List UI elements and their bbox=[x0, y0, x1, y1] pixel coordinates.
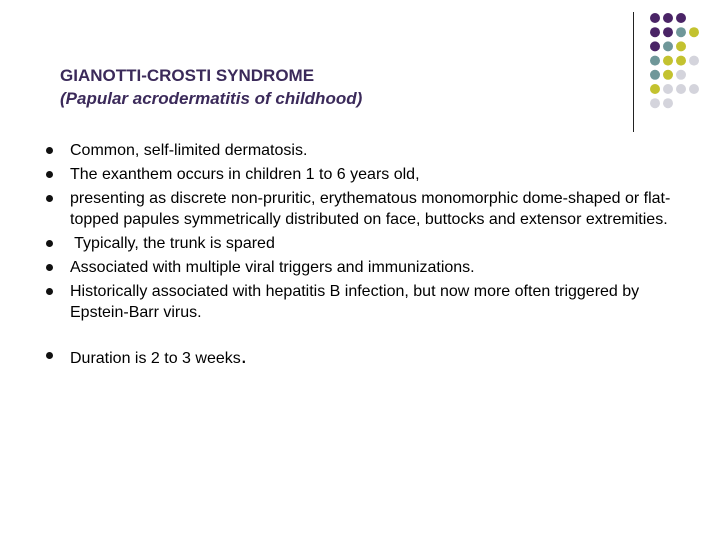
decorative-dot bbox=[689, 27, 699, 37]
vertical-divider bbox=[633, 12, 634, 132]
decorative-dot bbox=[676, 84, 686, 94]
bullet-icon bbox=[46, 264, 53, 271]
title-line-2: (Papular acrodermatitis of childhood) bbox=[60, 89, 363, 108]
decorative-dot bbox=[663, 98, 673, 108]
bullet-icon bbox=[46, 147, 53, 154]
bullet-item: Common, self-limited dermatosis. bbox=[46, 140, 696, 161]
decorative-dot bbox=[650, 13, 660, 23]
decorative-dot bbox=[663, 13, 673, 23]
decorative-dot bbox=[663, 56, 673, 66]
decorative-dot bbox=[663, 84, 673, 94]
bullet-icon bbox=[46, 352, 53, 359]
bullet-item: presenting as discrete non-pruritic, erythematous monomorphic dome-shaped or flat-topped papules symmetrically distributed on face, buttocks and extensor extremities. bbox=[46, 188, 696, 230]
bullet-list bbox=[46, 140, 696, 372]
decorative-dot bbox=[650, 56, 660, 66]
decorative-dot bbox=[663, 70, 673, 80]
decorative-dot bbox=[676, 41, 686, 51]
bullet-item: Associated with multiple viral triggers and immunizations. bbox=[46, 257, 696, 278]
decorative-dot bbox=[676, 13, 686, 23]
decorative-dot bbox=[650, 84, 660, 94]
decorative-dot bbox=[689, 56, 699, 66]
bullet-icon bbox=[46, 171, 53, 178]
bullet-icon bbox=[46, 288, 53, 295]
bullet-icon bbox=[46, 240, 53, 247]
decorative-dot bbox=[650, 27, 660, 37]
decorative-dot bbox=[676, 70, 686, 80]
decorative-dot bbox=[689, 84, 699, 94]
decorative-dot bbox=[676, 56, 686, 66]
slide-title bbox=[60, 64, 620, 110]
decorative-dot bbox=[663, 27, 673, 37]
bullet-item: The exanthem occurs in children 1 to 6 years old, bbox=[46, 164, 696, 185]
decorative-dot bbox=[650, 98, 660, 108]
decorative-dot bbox=[676, 27, 686, 37]
decorative-dot bbox=[663, 41, 673, 51]
decorative-dot bbox=[650, 41, 660, 51]
bullet-item: Duration is 2 to 3 weeks. bbox=[46, 345, 696, 369]
bullet-item: Historically associated with hepatitis B infection, but now more often triggered by Epstein-Barr virus. bbox=[46, 281, 696, 323]
bullet-icon bbox=[46, 195, 53, 202]
decorative-dot bbox=[650, 70, 660, 80]
bullet-item: Typically, the trunk is spared bbox=[46, 233, 696, 254]
title-line-1: GIANOTTI-CROSTI SYNDROME bbox=[60, 66, 315, 85]
bullet-period: . bbox=[240, 343, 247, 368]
